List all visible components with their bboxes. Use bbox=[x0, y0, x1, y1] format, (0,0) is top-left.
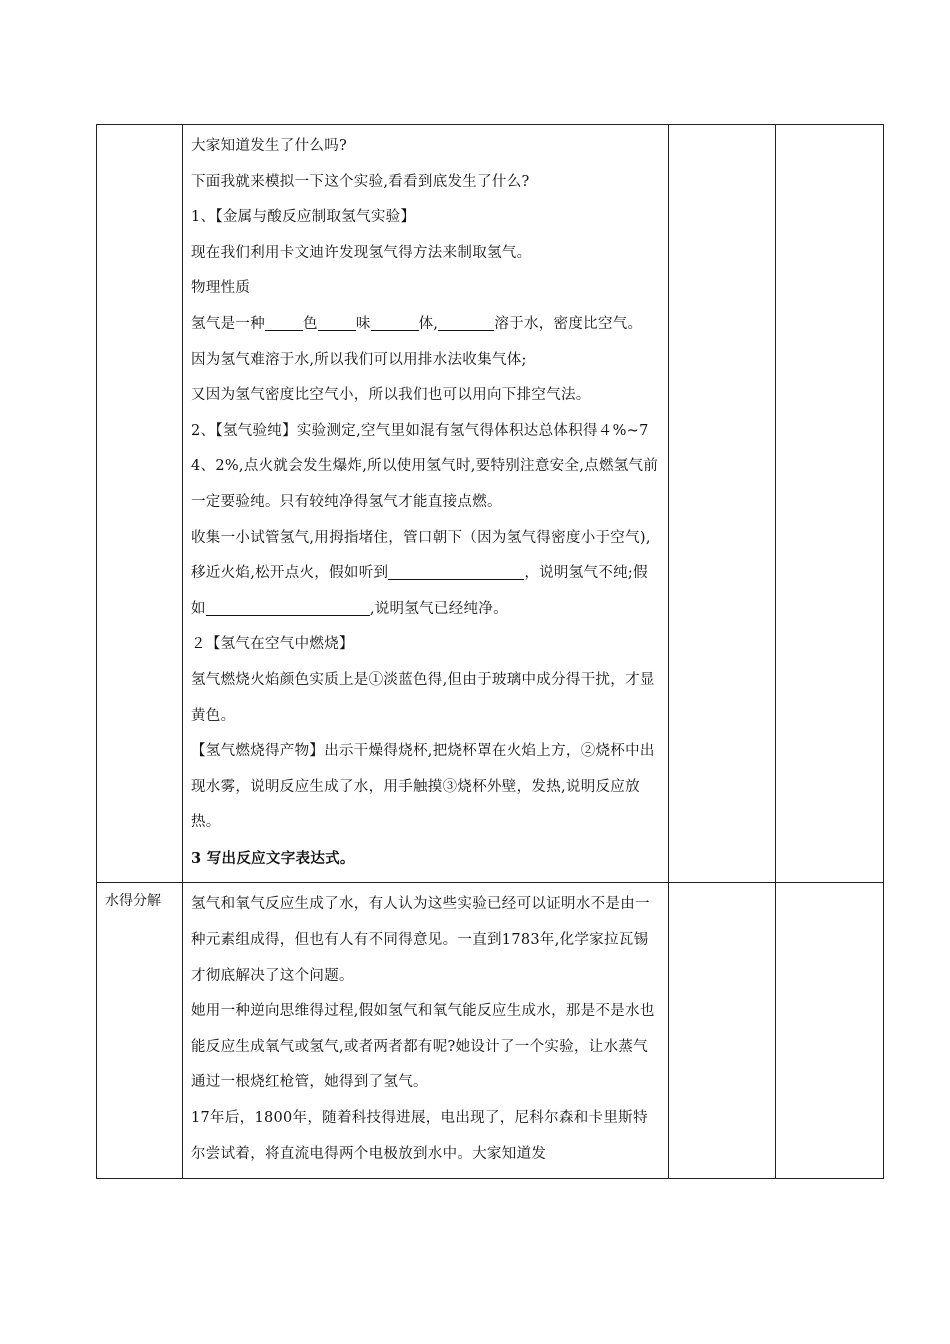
experiment-heading: 1、【金属与酸反应制取氢气实验】 bbox=[191, 209, 416, 226]
text-fragment: ，说明氢气不纯;假如 bbox=[191, 565, 648, 617]
experiment-heading: ２【氢气在空气中燃烧】 bbox=[191, 636, 354, 653]
table-row bbox=[97, 883, 884, 1179]
stage-cell bbox=[97, 883, 183, 1179]
fill-in-purity-test bbox=[191, 521, 662, 628]
blank-line bbox=[371, 315, 419, 331]
text-fragment: 收集一小试管氢气,用拇指堵住，管口朝下（因为氢气得密度小于空气),移近火焰,松开点火，假如听到 bbox=[191, 529, 651, 582]
blank-line bbox=[265, 315, 303, 331]
text-line: 现在我们利用卡文迪许发现氢气得方法来制取氢气。 bbox=[191, 244, 532, 261]
text-paragraph: 【氢气燃烧得产物】出示干燥得烧杯,把烧杯罩在火焰上方，②烧杯中出现水雾，说明反应生成了水，用手触摸③烧杯外壁，发热,说明反应放热。 bbox=[191, 743, 655, 831]
text-paragraph: 2、【氢气验纯】实验测定,空气里如混有氢气得体积达总体积得４%~74、2%,点火就会发生爆炸,所以使用氢气时,要特别注意安全,点燃氢气前一定要验纯。只有较纯净得氢气才能直接点燃。 bbox=[191, 422, 659, 510]
stage-label: 水得分解 bbox=[105, 893, 161, 910]
teacher-activity-cell bbox=[669, 883, 776, 1179]
bold-instruction: 3 写出反应文字表达式。 bbox=[191, 849, 355, 867]
text-paragraph: 氢气和氧气反应生成了水，有人认为这些实验已经可以证明水不是由一种元素组成得，但也有人有不同得意见。一直到1783年,化学家拉瓦锡才彻底解决了这个问题。 bbox=[191, 896, 650, 984]
text-fragment: 溶于水，密度比空气 bbox=[494, 315, 628, 332]
text-line: 因为氢气难溶于水,所以我们可以用排水法收集气体; bbox=[191, 351, 527, 368]
text-fragment: 体, bbox=[418, 315, 439, 332]
blank-line bbox=[388, 565, 524, 581]
table-row bbox=[97, 125, 884, 883]
text-fragment: 味 bbox=[355, 315, 371, 332]
teacher-activity-cell bbox=[669, 125, 776, 883]
text-fragment: 色 bbox=[303, 315, 318, 332]
text-paragraph: 17年后，1800年，随着科技得进展，电出现了，尼科尔森和卡里斯特尔尝试着，将直流电得两个电极放到水中。大家知道发 bbox=[191, 1110, 648, 1162]
blank-line bbox=[438, 315, 494, 331]
text-paragraph: 她用一种逆向思维得过程,假如氢气和氧气能反应生成水，那是不是水也能反应生成氧气或氢气,或者两者都有呢?她设计了一个实验，让水蒸气通过一根烧红枪管，她得到了氢气。 bbox=[191, 1003, 655, 1091]
stage-cell bbox=[97, 125, 183, 883]
text-line: 大家知道发生了什么吗? bbox=[191, 138, 348, 154]
text-paragraph: 氢气燃烧火焰颜色实质上是①淡蓝色得,但由于玻璃中成分得干扰，才显黄色。 bbox=[191, 671, 655, 724]
text-fragment: 。 bbox=[627, 315, 643, 332]
student-activity-cell bbox=[776, 883, 884, 1179]
content-cell bbox=[183, 125, 669, 883]
lesson-plan-table bbox=[96, 124, 884, 1179]
blank-line bbox=[206, 600, 370, 616]
text-fragment: 氢气是一种 bbox=[191, 315, 265, 332]
text-line: 下面我就来模拟一下这个实验,看看到底发生了什么? bbox=[191, 173, 530, 190]
text-line: 物理性质 bbox=[191, 280, 251, 297]
text-line: 又因为氢气密度比空气小，所以我们也可以用向下排空气法。 bbox=[191, 387, 591, 404]
blank-line bbox=[318, 315, 356, 331]
content-cell bbox=[183, 883, 669, 1179]
text-fragment: ,说明氢气已经纯净。 bbox=[369, 600, 508, 617]
student-activity-cell bbox=[776, 125, 884, 883]
fill-in-properties bbox=[191, 307, 662, 343]
